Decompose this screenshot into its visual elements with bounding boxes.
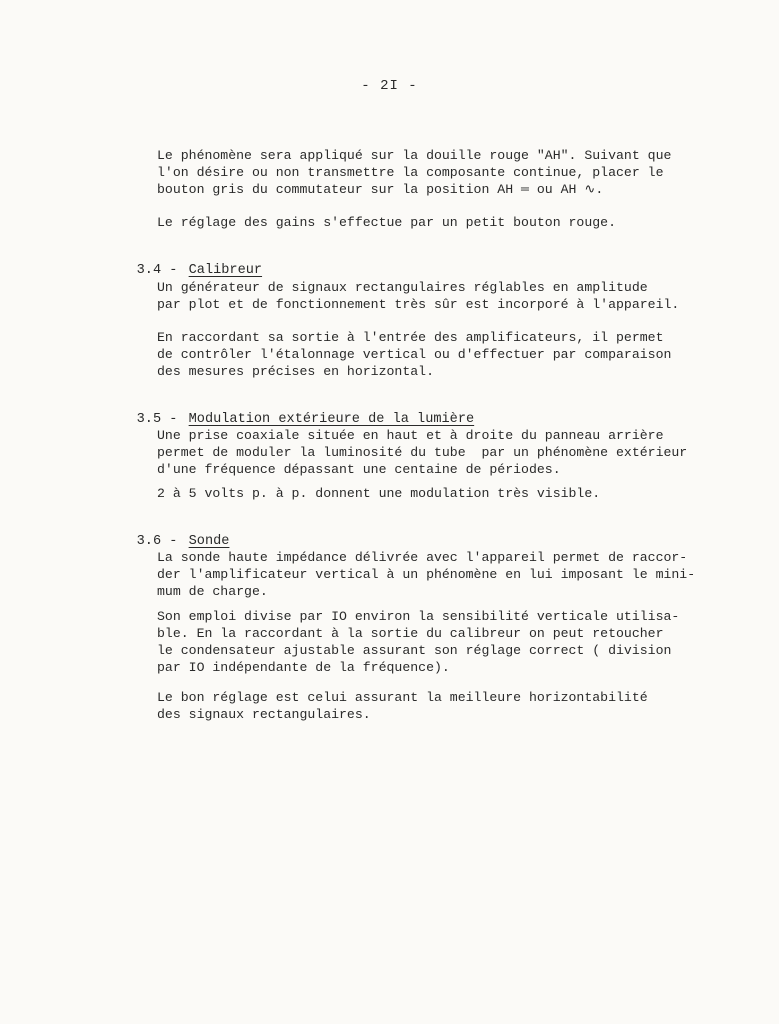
intro-paragraph-1 — [157, 147, 747, 198]
text-line: Le bon réglage est celui assurant la meilleure horizontabilité — [157, 690, 648, 705]
text-line: La sonde haute impédance délivrée avec l'appareil permet de raccor- — [157, 550, 688, 565]
section-number: 3.6 - — [136, 534, 178, 549]
text-line: des mesures précises en horizontal. — [157, 364, 434, 379]
section-3-4-paragraph-2 — [157, 329, 747, 380]
text-line: permet de moduler la luminosité du tube par un phénomène extérieur — [157, 445, 688, 460]
section-3-6-paragraph-3 — [157, 689, 747, 723]
text-line: de contrôler l'étalonnage vertical ou d'effectuer par comparaison — [157, 347, 672, 362]
section-number: 3.4 - — [136, 263, 178, 278]
text-line: par plot et de fonctionnement très sûr est incorporé à l'appareil. — [157, 297, 680, 312]
section-title: Sonde — [188, 534, 230, 549]
text-line: des signaux rectangulaires. — [157, 707, 371, 722]
text-line: ble. En la raccordant à la sortie du calibreur on peut retoucher — [157, 626, 664, 641]
text-line: bouton gris du commutateur sur la position AH ═ ou AH ∿. — [157, 182, 604, 197]
section-number: 3.5 - — [136, 412, 178, 427]
text-line: le condensateur ajustable assurant son réglage correct ( division — [157, 643, 672, 658]
text-line: Son emploi divise par IO environ la sensibilité verticale utilisa- — [157, 609, 680, 624]
section-3-5-paragraph-1 — [157, 427, 747, 478]
text-line: der l'amplificateur vertical à un phénomène en lui imposant le mini- — [157, 567, 696, 582]
text-line: 2 à 5 volts p. à p. donnent une modulation très visible. — [157, 486, 601, 501]
text-line: Le phénomène sera appliqué sur la douille rouge "AH". Suivant que — [157, 148, 672, 163]
text-line: l'on désire ou non transmettre la composante continue, placer le — [157, 165, 664, 180]
text-line: Le réglage des gains s'effectue par un petit bouton rouge. — [157, 215, 616, 230]
section-3-5-paragraph-2 — [157, 485, 747, 502]
section-3-6-paragraph-1 — [157, 549, 747, 600]
text-line: En raccordant sa sortie à l'entrée des amplificateurs, il permet — [157, 330, 664, 345]
text-line: par IO indépendante de la fréquence). — [157, 660, 450, 675]
intro-paragraph-2 — [157, 214, 747, 231]
text-line: Un générateur de signaux rectangulaires réglables en amplitude — [157, 280, 648, 295]
section-title: Calibreur — [188, 263, 263, 278]
page-number: - 2I - — [361, 78, 418, 94]
section-title: Modulation extérieure de la lumière — [188, 412, 475, 427]
text-line: mum de charge. — [157, 584, 268, 599]
section-3-4-paragraph-1 — [157, 279, 747, 313]
section-3-6-paragraph-2 — [157, 608, 747, 676]
text-line: d'une fréquence dépassant une centaine de périodes. — [157, 462, 561, 477]
text-line: Une prise coaxiale située en haut et à droite du panneau arrière — [157, 428, 664, 443]
